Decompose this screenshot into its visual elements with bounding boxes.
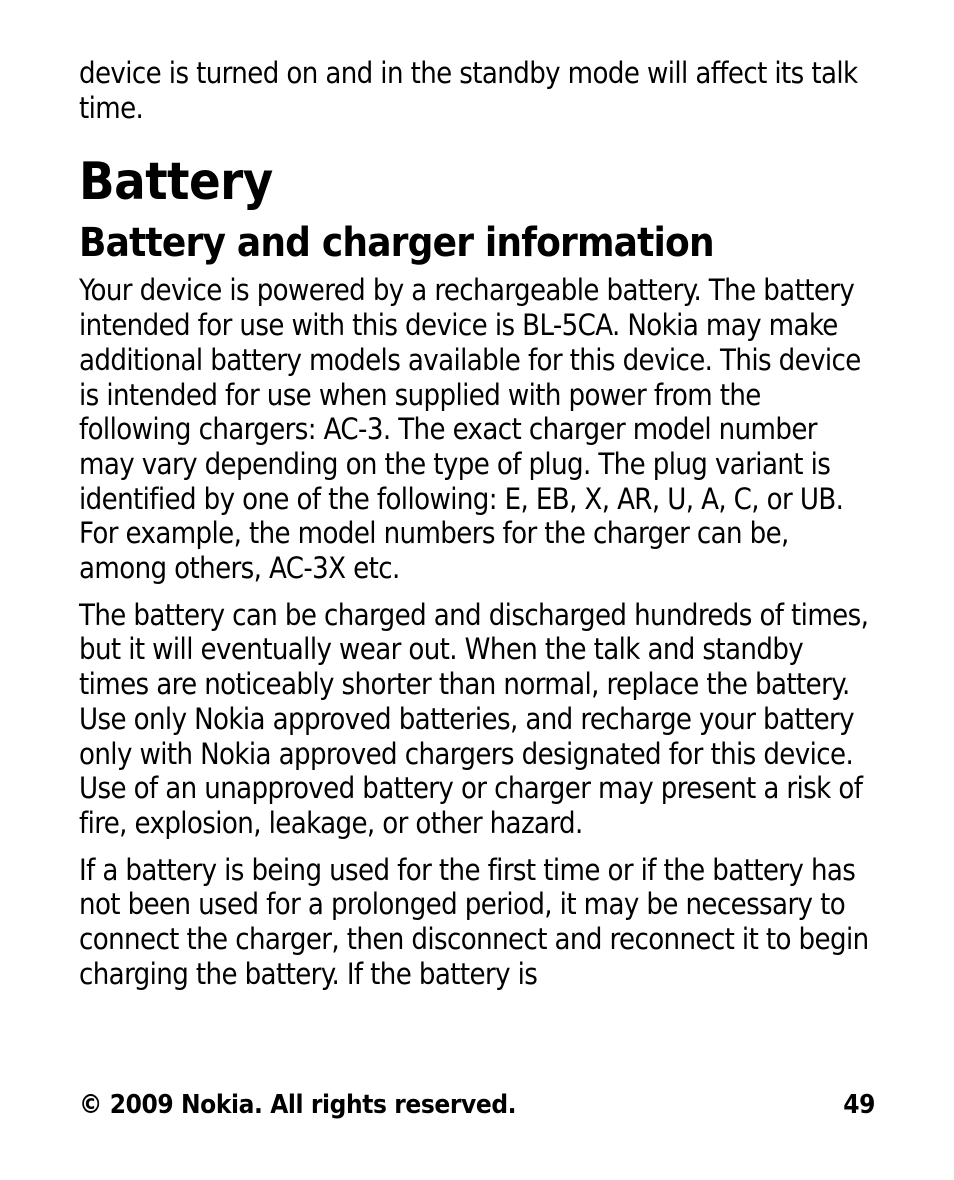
page-number: 49 bbox=[843, 1090, 875, 1120]
paragraph-first-use: If a battery is being used for the first time or if the battery has not been used for a prolonged period, it may be necessary to connect the charger, then disconnect and reconnect it to begin charging the battery. If the battery is bbox=[79, 852, 869, 991]
intro-paragraph: device is turned on and in the standby mode will affect its talk time. bbox=[79, 56, 858, 125]
page-content bbox=[79, 56, 875, 991]
copyright-notice: © 2009 Nokia. All rights reserved. bbox=[79, 1090, 517, 1120]
subsection-heading: Battery and charger information bbox=[79, 220, 714, 267]
paragraph-battery-lifetime: The battery can be charged and discharged hundreds of times, but it will eventually wear out. When the talk and standby times are noticeably shorter than normal, replace the battery. Use only Nokia approved batteries, and recharge your battery only with Nokia approved chargers designated for this device. Use of an unapproved battery or charger may present a risk of fire, explosion, leakage, or other hazard. bbox=[79, 597, 869, 840]
page-footer bbox=[79, 1088, 875, 1122]
section-heading: Battery bbox=[79, 152, 273, 213]
paragraph-battery-models: Your device is powered by a rechargeable battery. The battery intended for use with this device is BL-5CA. Nokia may make additional battery models available for this device. This device is intended for use when supplied with power from the following chargers: AC-3. The exact charger model number may vary depending on the type of plug. The plug variant is identified by one of the following: E, EB, X, AR, U, A, C, or UB. For example, the model numbers for the charger can be, among others, AC-3X etc. bbox=[79, 273, 861, 586]
